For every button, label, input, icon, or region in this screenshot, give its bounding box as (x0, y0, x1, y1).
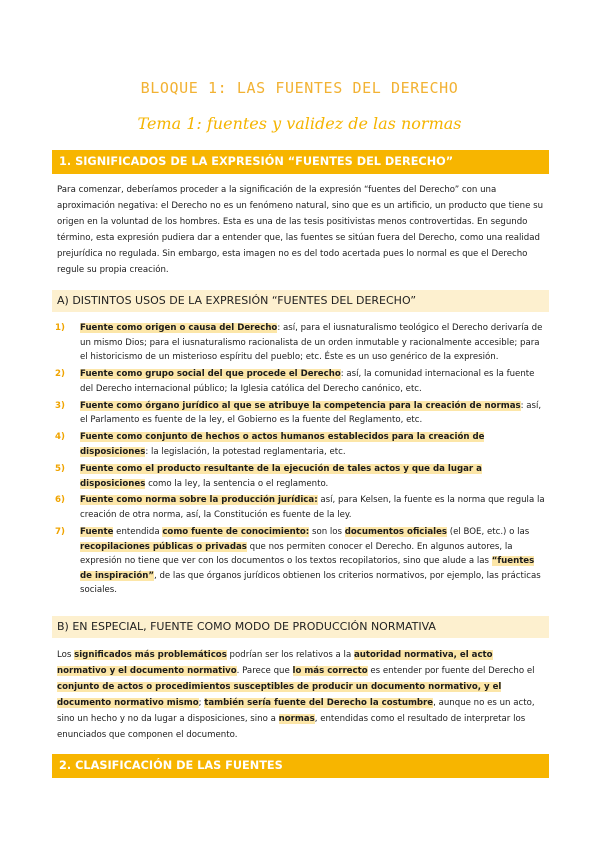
list-item-text: , de las que órganos jurídicos obtienen los criterios normativos, por ejemplo, las prácticas sociales. (80, 570, 541, 596)
paragraph-highlight: significados más problemáticos (74, 650, 227, 660)
list-item-term: “fuentes de inspiración” (80, 556, 535, 581)
list-item-term: recopilaciones públicas o privadas (80, 541, 247, 552)
paragraph-highlight: también sería fuente del Derecho la costumbre (204, 698, 434, 709)
list-number: 4) (55, 432, 65, 443)
list-item (52, 367, 549, 396)
list-item-term: documentos oficiales (344, 527, 448, 538)
topic-subtitle: Tema 1: fuentes y validez de las normas (137, 114, 462, 133)
paragraph-text: , entendidas como el resultado de interpretar los enunciados que componen el documento. (57, 714, 526, 741)
paragraph-highlight: lo más correcto (292, 666, 368, 677)
list-number: 7) (55, 527, 65, 538)
list-item-term: Fuente como el producto resultante de la ejecución de tales actos y que da lugar a disposiciones (80, 463, 482, 489)
list-item (52, 493, 549, 522)
list-number: 5) (55, 463, 65, 474)
list-item-text: : así, el Parlamento es fuente de la ley, el Gobierno es la fuente del Reglamento, etc. (80, 400, 542, 426)
list-item-text: entendida (113, 527, 163, 538)
list-item-text: que nos permiten conocer el Derecho. En algunos autores, la expresión no tiene que ver con los documentos o los textos recopilatorios, sino que alude a las (80, 541, 513, 567)
list-item-text: (el BOE, etc.) o las (447, 527, 530, 538)
paragraph-text: podrían ser los relativos a la (226, 650, 354, 660)
list-number: 1) (55, 323, 65, 333)
list-item-term: Fuente como órgano jurídico al que se atribuye la competencia para la creación de normas (80, 400, 521, 411)
list-item (52, 321, 549, 365)
list-item-term: Fuente como grupo social del que procede el Derecho (80, 369, 341, 380)
list-item-text: : así, la comunidad internacional es la fuente del Derecho internacional público; la Iglesia católica del Derecho canónico, etc. (80, 369, 535, 394)
list-item-text: son los (309, 527, 345, 538)
paragraph-highlight: normas (278, 714, 315, 725)
section-1-intro: Para comenzar, deberíamos proceder a la significación de la expresión “fuentes del Derecho” con una aproximación negativa: el Derecho no es un fenómeno natural, sino que es un artificio, un producto que tiene su origen en la voluntad de los hombres. Esta es una de las tesis positivistas menos controvertidas. En segundo término, esta expresión pudiera dar a entender que, las fuentes se sitúan fuera del Derecho, como una realidad prejurídica no regulada. Sin embargo, esta imagen no es del todo acertada pues lo normal es que el Derecho regule su propia creación. (57, 185, 544, 276)
list-item-text: así, para Kelsen, la fuente es la norma que regula la creación de otra norma, así, la Constitución es fuente de la ley. (80, 495, 545, 521)
list-number: 6) (55, 495, 65, 506)
list-item-text: : la legislación, la potestad reglamentaria, etc. (145, 446, 346, 457)
list-item (52, 462, 549, 491)
list-item-term: Fuente como origen o causa del Derecho (80, 323, 278, 333)
list-item-term: Fuente (80, 527, 114, 538)
section-2-heading: 2. CLASIFICACIÓN DE LAS FUENTES (52, 754, 549, 778)
list-number: 3) (55, 400, 65, 411)
list-number: 2) (55, 369, 65, 380)
paragraph-text: . Parece que (236, 666, 293, 677)
usage-list (52, 321, 549, 600)
section-1-heading: 1. SIGNIFICADOS DE LA EXPRESIÓN “FUENTES DEL DERECHO” (52, 150, 549, 174)
subsection-b-heading: B) EN ESPECIAL, FUENTE COMO MODO DE PRODUCCIÓN NORMATIVA (52, 616, 549, 638)
paragraph-text: , aunque no es un acto, sino un hecho y no da lugar a disposiciones, sino a (57, 698, 535, 725)
paragraph-text: Los (57, 650, 75, 660)
paragraph-text: ; (198, 698, 205, 709)
subsection-b-paragraph (57, 647, 544, 744)
list-item-term: como fuente de conocimiento: (162, 527, 310, 538)
block-title: BLOQUE 1: LAS FUENTES DEL DERECHO (140, 79, 459, 97)
list-item-term: Fuente como conjunto de hechos o actos humanos establecidos para la creación de disposiciones (80, 432, 485, 457)
list-item (52, 430, 549, 459)
paragraph-highlight: autoridad normativa, el acto normativo y el documento normativo (57, 650, 493, 677)
paragraph-text: es entender por fuente del Derecho el (367, 666, 535, 677)
list-item (52, 399, 549, 428)
list-item-text: como la ley, la sentencia o el reglamento. (145, 478, 329, 489)
list-item-term: Fuente como norma sobre la producción jurídica: (80, 495, 318, 506)
paragraph-highlight: conjunto de actos o procedimientos susceptibles de producir un documento normativo, y el documento normativo mismo (57, 682, 502, 709)
subsection-a-heading: A) DISTINTOS USOS DE LA EXPRESIÓN “FUENTES DEL DERECHO” (52, 290, 549, 312)
list-item-text: : así, para el iusnaturalismo teológico el Derecho derivaría de un mismo Dios; para el iusnaturalismo racionalista de un orden inmutable y racionalmente accesible; para el historicismo de un misterioso espíritu del pueblo; etc. Éste es un uso genérico de la expresión. (80, 323, 543, 363)
list-item (52, 525, 549, 598)
